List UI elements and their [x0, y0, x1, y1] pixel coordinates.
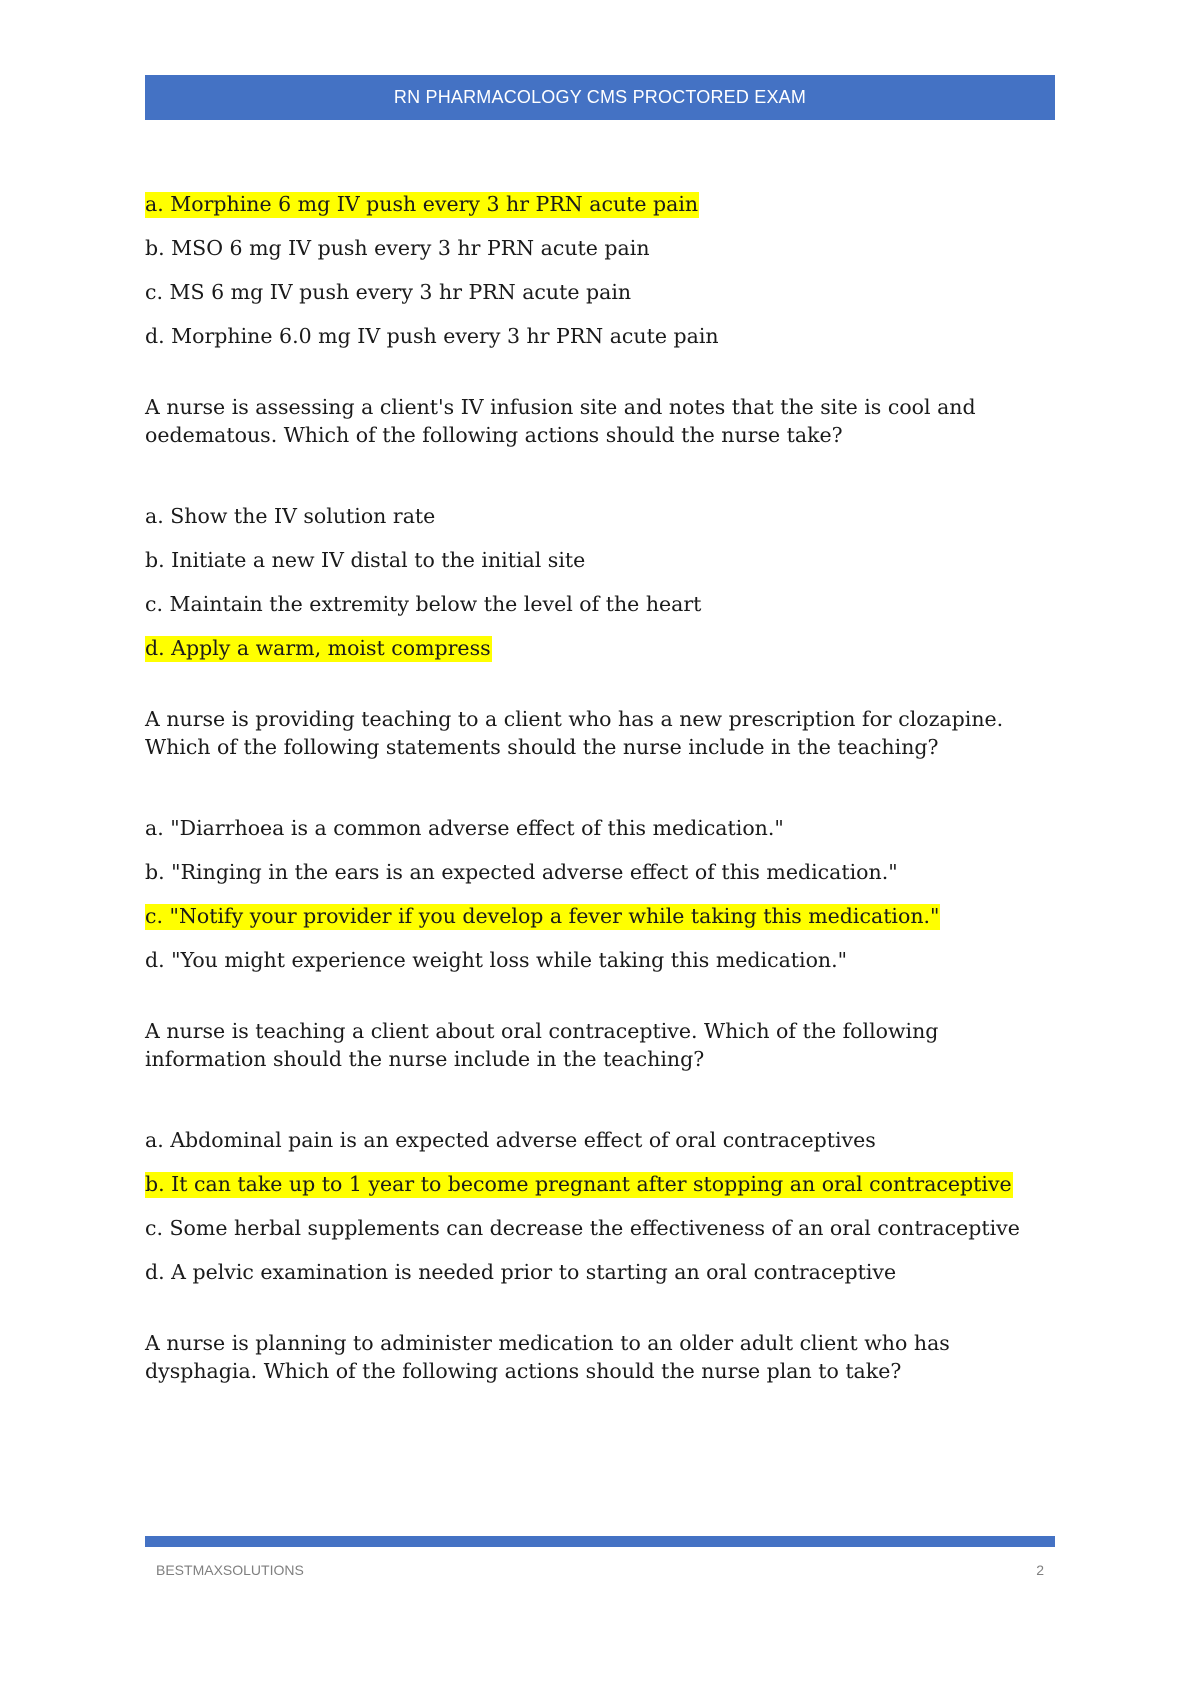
answer-option: d. Morphine 6.0 mg IV push every 3 hr PRN acute pain — [145, 324, 719, 348]
answer-option: b. It can take up to 1 year to become pregnant after stopping an oral contraceptive — [145, 1172, 1012, 1196]
option-list — [145, 501, 1060, 663]
answer-option: c. MS 6 mg IV push every 3 hr PRN acute pain — [145, 280, 632, 304]
answer-option: d. "You might experience weight loss while taking this medication." — [145, 948, 848, 972]
option-list — [145, 813, 1060, 975]
page-content — [145, 189, 1060, 1385]
answer-option: a. Show the IV solution rate — [145, 504, 436, 528]
answer-option: c. Maintain the extremity below the level of the heart — [145, 592, 702, 616]
question-text: A nurse is planning to administer medication to an older adult client who has dysphagia. Which of the following actions should the nurse plan to take? — [145, 1331, 950, 1383]
answer-option: b. "Ringing in the ears is an expected adverse effect of this medication." — [145, 860, 898, 884]
answer-option: b. MSO 6 mg IV push every 3 hr PRN acute pain — [145, 236, 650, 260]
page-header — [145, 75, 1055, 120]
answer-option: c. "Notify your provider if you develop a fever while taking this medication." — [145, 904, 940, 928]
answer-option: a. Abdominal pain is an expected adverse effect of oral contraceptives — [145, 1128, 876, 1152]
footer-brand: BESTMAXSOLUTIONS — [156, 1562, 304, 1578]
header-title: RN PHARMACOLOGY CMS PROCTORED EXAM — [393, 87, 807, 107]
page-number: 2 — [1036, 1562, 1044, 1578]
question-text: A nurse is teaching a client about oral contraceptive. Which of the following information should the nurse include in the teaching? — [145, 1019, 939, 1071]
answer-option: d. Apply a warm, moist compress — [145, 636, 491, 660]
answer-option: d. A pelvic examination is needed prior to starting an oral contraceptive — [145, 1260, 897, 1284]
question-text: A nurse is providing teaching to a client who has a new prescription for clozapine. Which of the following statements should the nurse include in the teaching? — [145, 707, 1004, 759]
answer-option: c. Some herbal supplements can decrease the effectiveness of an oral contraceptive — [145, 1216, 1020, 1240]
option-list — [145, 189, 1060, 351]
question-text: A nurse is assessing a client's IV infusion site and notes that the site is cool and oedematous. Which of the following actions should the nurse take? — [145, 395, 976, 447]
answer-option: a. "Diarrhoea is a common adverse effect of this medication." — [145, 816, 784, 840]
option-list — [145, 1125, 1060, 1287]
footer-rule — [145, 1536, 1055, 1547]
answer-option: b. Initiate a new IV distal to the initial site — [145, 548, 586, 572]
answer-option: a. Morphine 6 mg IV push every 3 hr PRN acute pain — [145, 192, 699, 216]
